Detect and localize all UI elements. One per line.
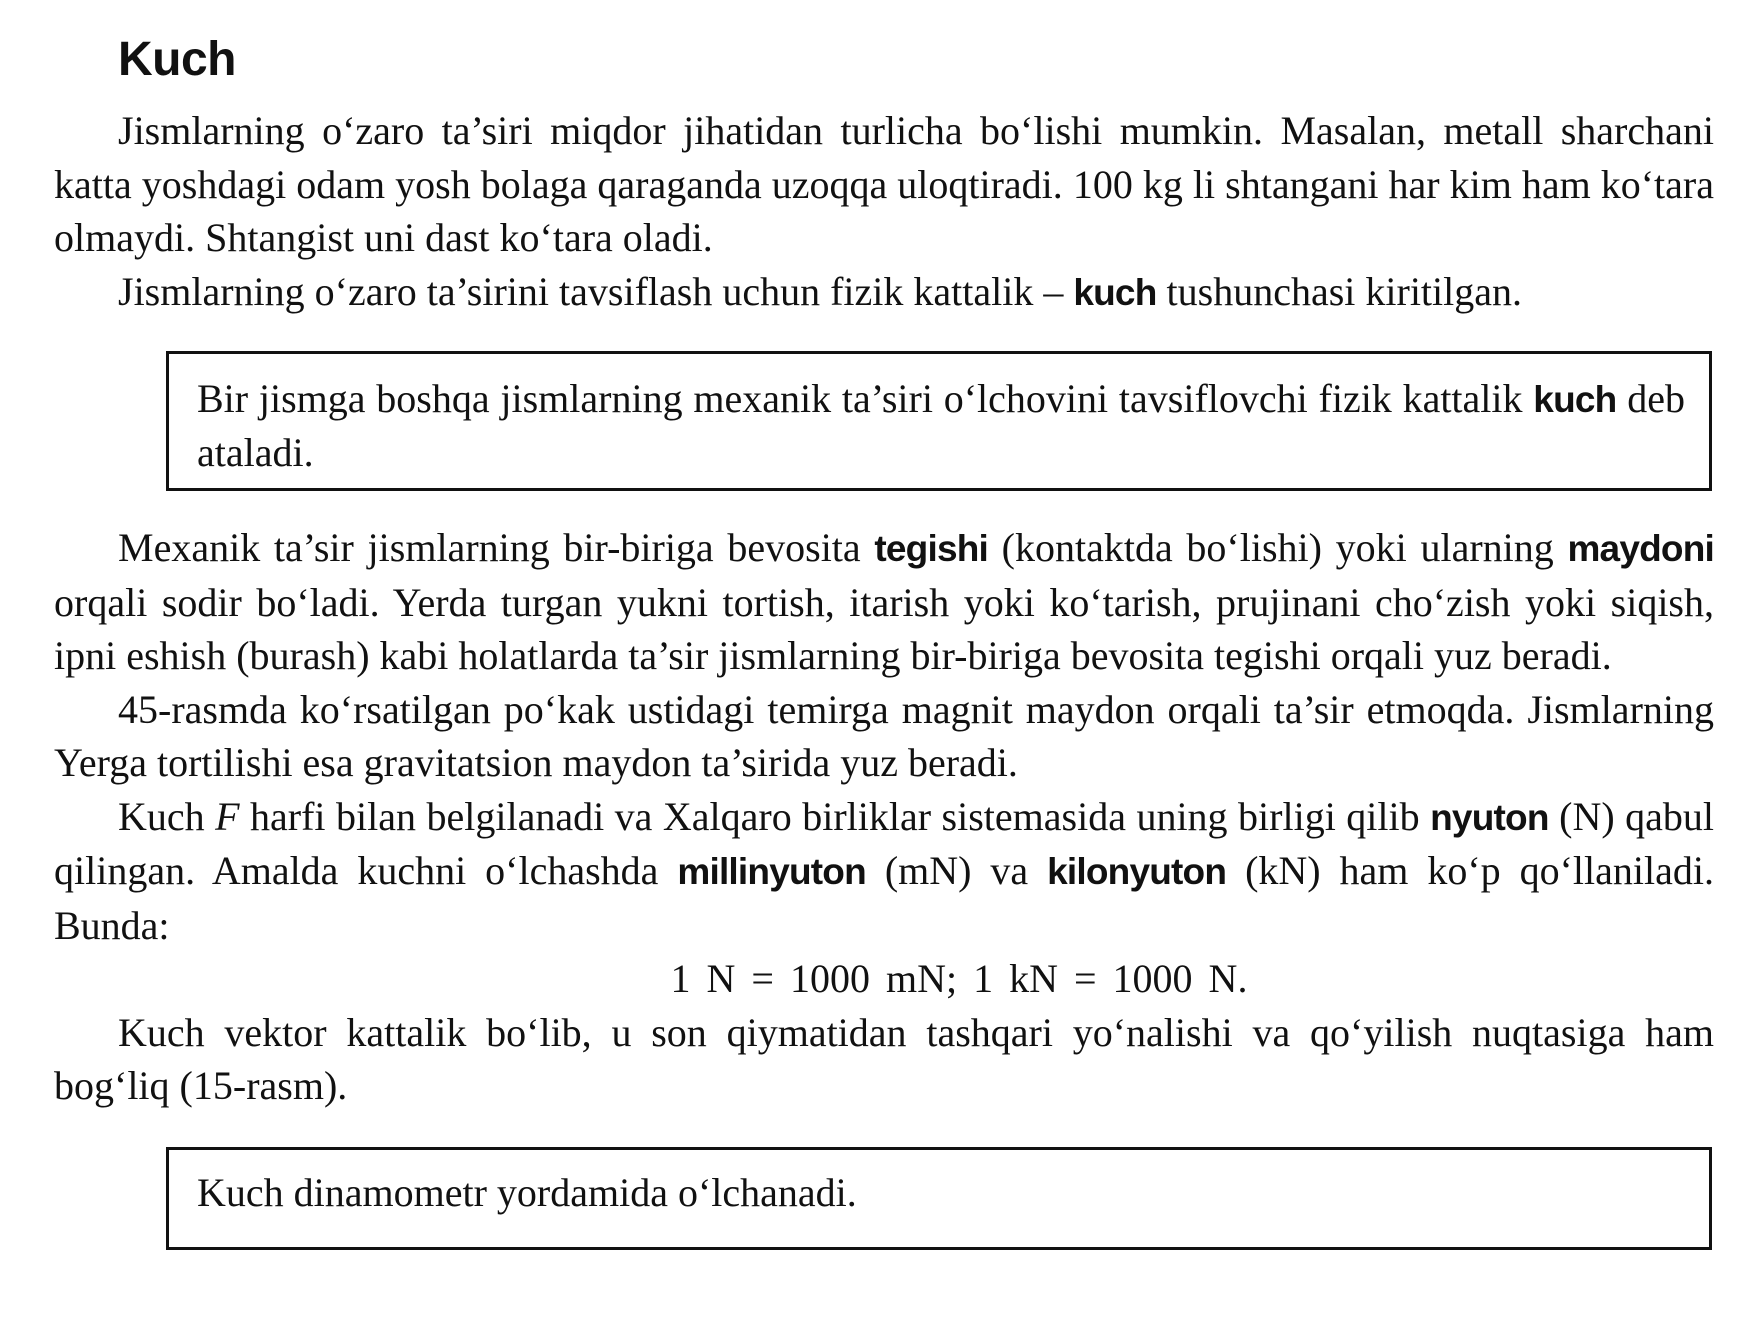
symbol-f: F [215,793,240,839]
paragraph-text: (kN) ham ko‘p qo‘llaniladi. Bunda: [54,848,1714,948]
definition-text: Bir jismga boshqa jismlarning mexanik ta’siri o‘lchovini tavsiflovchi fizik kattalik [197,376,1534,421]
term-maydoni: maydoni [1567,528,1714,569]
term-tegishi: tegishi [874,528,988,569]
paragraph-text: (mN) va [865,848,1048,893]
paragraph-text: Jismlarning o‘zaro ta’sirini tavsiflash uchun fizik kattalik – [118,268,1074,314]
paragraph-units [54,790,1714,953]
term-kuch: kuch [1073,271,1157,313]
paragraph-vector: Kuch vektor kattalik bo‘lib, u son qiymatidan tashqari yo‘nalishi va qo‘yilish nuqtasiga ham bog‘liq (15-rasm). [54,1009,1714,1108]
paragraph-magnetic-field: 45-rasmda ko‘rsatilgan po‘kak ustidagi temirga magnit maydon orqali ta’sir etmoqda. Jismlarning Yerga tortilishi esa gravitatsion maydon ta’sirida yuz beradi. [54,686,1714,785]
paragraph-text: harfi bilan belgilanadi va Xalqaro birliklar sistemasida uning birligi qilib [239,793,1431,839]
term-nyuton: nyuton [1430,796,1549,838]
unit-formula: 1 N = 1000 mN; 1 kN = 1000 N. [670,956,1248,1001]
paragraph-text: (N) qabul qilingan. Amalda kuchni o‘lchashda [54,793,1714,893]
definition-box [166,351,1712,491]
term-millinyuton: millinyuton [677,851,866,892]
paragraph-text: Mexanik ta’sir jismlarning bir-biriga bevosita [118,525,875,570]
paragraph-text: tushunchasi kiritilgan. [1156,268,1523,314]
paragraph-force-concept [54,265,1714,320]
dynamometer-box: Kuch dinamometr yordamida o‘lchanadi. [166,1147,1712,1250]
paragraph-text: Kuch [118,793,216,839]
textbook-page [54,30,1714,1250]
term-kuch: kuch [1533,379,1617,420]
paragraph-mechanical-interaction [54,521,1714,683]
section-title: Kuch [118,33,236,86]
definition-text: deb ataladi. [197,376,1685,475]
term-kilonyuton: kilonyuton [1047,851,1227,892]
paragraph-text: orqali sodir bo‘ladi. Yerda turgan yukni tortish, itarish yoki ko‘tarish, prujinani cho‘zish yoki siqish, ipni eshish (burash) kabi holatlarda ta’sir jismlarning bir-biriga bevosita tegishi orqali yuz beradi. [54,579,1714,678]
paragraph-text: (kontaktda bo‘lishi) yoki ularning [988,525,1568,570]
paragraph-intro: Jismlarning o‘zaro ta’siri miqdor jihatidan turlicha bo‘lishi mumkin. Masalan, metall sharchani katta yoshdagi odam yosh bolaga qaraganda uzoqqa uloqtiradi. 100 kg li shtangani har kim ham ko‘tara olmaydi. Shtangist uni dast ko‘tara oladi. [54,108,1714,260]
